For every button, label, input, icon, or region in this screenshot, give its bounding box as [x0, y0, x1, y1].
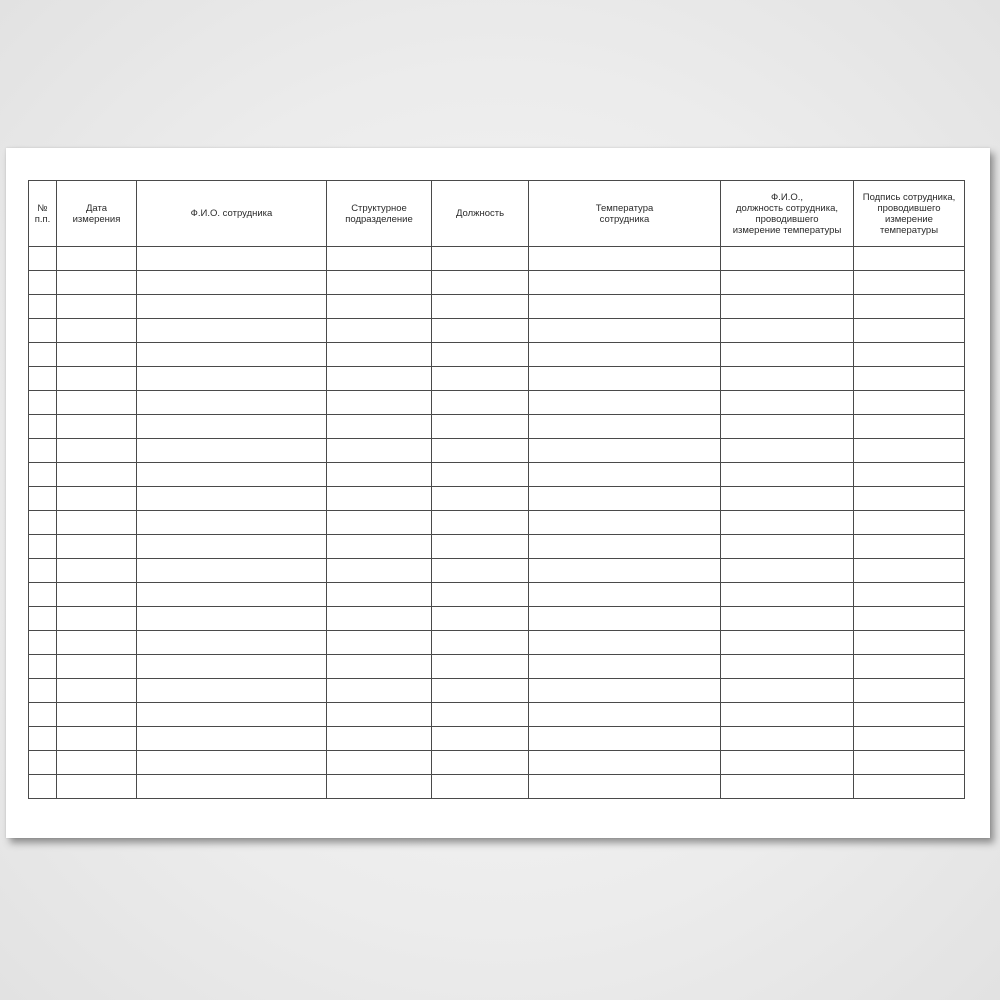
table-cell: [854, 775, 965, 799]
table-row: [29, 583, 965, 607]
table-cell: [57, 415, 137, 439]
table-cell: [57, 439, 137, 463]
table-cell: [137, 439, 327, 463]
table-cell: [57, 631, 137, 655]
table-cell: [432, 319, 529, 343]
table-cell: [327, 583, 432, 607]
table-cell: [137, 295, 327, 319]
table-cell: [854, 511, 965, 535]
table-cell: [327, 487, 432, 511]
table-cell: [432, 751, 529, 775]
table-cell: [57, 655, 137, 679]
table-cell: [327, 631, 432, 655]
table-cell: [29, 247, 57, 271]
table-cell: [721, 415, 854, 439]
table-cell: [327, 271, 432, 295]
table-cell: [29, 535, 57, 559]
table-cell: [854, 655, 965, 679]
header-row: [29, 181, 965, 247]
table-cell: [432, 463, 529, 487]
table-cell: [29, 319, 57, 343]
table-cell: [854, 631, 965, 655]
table-cell: [529, 271, 721, 295]
table-cell: [721, 727, 854, 751]
table-row: [29, 343, 965, 367]
table-cell: [29, 271, 57, 295]
table-cell: [854, 607, 965, 631]
table-cell: [529, 583, 721, 607]
column-header-number: № п.п.: [29, 181, 57, 247]
table-cell: [432, 607, 529, 631]
table-cell: [854, 367, 965, 391]
table-cell: [29, 727, 57, 751]
table-cell: [57, 751, 137, 775]
table-cell: [432, 415, 529, 439]
table-cell: [137, 775, 327, 799]
table-cell: [854, 295, 965, 319]
table-cell: [137, 343, 327, 367]
table-cell: [721, 631, 854, 655]
table-row: [29, 319, 965, 343]
table-cell: [29, 391, 57, 415]
table-cell: [721, 319, 854, 343]
table-cell: [529, 703, 721, 727]
table-cell: [529, 487, 721, 511]
table-cell: [529, 535, 721, 559]
table-cell: [29, 655, 57, 679]
table-cell: [29, 439, 57, 463]
table-cell: [432, 559, 529, 583]
table-cell: [721, 367, 854, 391]
table-cell: [721, 535, 854, 559]
table-cell: [57, 679, 137, 703]
table-row: [29, 559, 965, 583]
table-cell: [137, 655, 327, 679]
column-header-position: Должность: [432, 181, 529, 247]
table-cell: [29, 415, 57, 439]
table-cell: [854, 343, 965, 367]
table-cell: [432, 511, 529, 535]
table-cell: [29, 463, 57, 487]
table-cell: [57, 367, 137, 391]
table-cell: [29, 367, 57, 391]
table-cell: [854, 751, 965, 775]
form-sheet: [6, 148, 990, 838]
table-cell: [137, 415, 327, 439]
table-cell: [721, 775, 854, 799]
table-cell: [327, 391, 432, 415]
table-cell: [29, 679, 57, 703]
table-cell: [721, 343, 854, 367]
table-row: [29, 439, 965, 463]
table-cell: [137, 391, 327, 415]
table-cell: [529, 751, 721, 775]
table-row: [29, 367, 965, 391]
table-cell: [854, 535, 965, 559]
table-cell: [29, 775, 57, 799]
table-cell: [57, 391, 137, 415]
table-cell: [327, 439, 432, 463]
table-cell: [137, 319, 327, 343]
table-cell: [432, 439, 529, 463]
table-row: [29, 247, 965, 271]
table-row: [29, 391, 965, 415]
table-cell: [137, 511, 327, 535]
table-cell: [432, 391, 529, 415]
table-cell: [432, 535, 529, 559]
table-cell: [57, 583, 137, 607]
table-cell: [432, 295, 529, 319]
table-cell: [327, 247, 432, 271]
table-cell: [721, 271, 854, 295]
table-cell: [137, 271, 327, 295]
table-cell: [854, 415, 965, 439]
table-cell: [854, 679, 965, 703]
table-cell: [327, 295, 432, 319]
table-cell: [721, 703, 854, 727]
table-row: [29, 487, 965, 511]
table-cell: [29, 511, 57, 535]
table-row: [29, 463, 965, 487]
table-cell: [529, 295, 721, 319]
table-cell: [137, 679, 327, 703]
table-cell: [327, 751, 432, 775]
table-cell: [432, 583, 529, 607]
table-row: [29, 655, 965, 679]
table-cell: [137, 535, 327, 559]
table-cell: [57, 703, 137, 727]
table-cell: [854, 439, 965, 463]
table-cell: [721, 511, 854, 535]
table-cell: [29, 559, 57, 583]
table-cell: [137, 487, 327, 511]
table-row: [29, 775, 965, 799]
table-cell: [327, 367, 432, 391]
table-cell: [29, 295, 57, 319]
table-cell: [327, 511, 432, 535]
table-cell: [721, 247, 854, 271]
table-cell: [137, 727, 327, 751]
table-cell: [327, 679, 432, 703]
table-cell: [529, 439, 721, 463]
table-cell: [529, 679, 721, 703]
table-cell: [854, 583, 965, 607]
table-cell: [854, 271, 965, 295]
table-cell: [137, 751, 327, 775]
table-cell: [854, 559, 965, 583]
table-cell: [327, 559, 432, 583]
table-cell: [721, 679, 854, 703]
table-cell: [327, 775, 432, 799]
table-cell: [721, 487, 854, 511]
table-row: [29, 727, 965, 751]
table-cell: [57, 319, 137, 343]
column-header-signature: Подпись сотрудника, проводившего измерение температуры: [854, 181, 965, 247]
table-cell: [721, 439, 854, 463]
column-header-date: Дата измерения: [57, 181, 137, 247]
table-cell: [57, 727, 137, 751]
table-cell: [327, 655, 432, 679]
table-cell: [432, 775, 529, 799]
table-cell: [854, 319, 965, 343]
table-cell: [529, 631, 721, 655]
table-cell: [29, 607, 57, 631]
table-cell: [327, 535, 432, 559]
table-row: [29, 607, 965, 631]
table-cell: [327, 607, 432, 631]
table-cell: [529, 367, 721, 391]
table-cell: [57, 271, 137, 295]
table-cell: [854, 463, 965, 487]
table-cell: [854, 703, 965, 727]
table-cell: [29, 487, 57, 511]
table-cell: [529, 319, 721, 343]
table-row: [29, 415, 965, 439]
table-cell: [327, 463, 432, 487]
table-row: [29, 535, 965, 559]
column-header-measurer: Ф.И.О., должность сотрудника, проводившего измерение температуры: [721, 181, 854, 247]
column-header-department: Структурное подразделение: [327, 181, 432, 247]
table-cell: [854, 391, 965, 415]
table-cell: [137, 463, 327, 487]
table-cell: [29, 343, 57, 367]
table-row: [29, 295, 965, 319]
table-cell: [721, 655, 854, 679]
table-cell: [432, 487, 529, 511]
table-cell: [721, 463, 854, 487]
table-row: [29, 679, 965, 703]
table-cell: [432, 631, 529, 655]
table-cell: [29, 751, 57, 775]
table-cell: [721, 295, 854, 319]
temperature-log-table: [28, 180, 965, 799]
table-body: [29, 247, 965, 799]
table-cell: [529, 559, 721, 583]
table-cell: [137, 631, 327, 655]
column-header-temperature: Температура сотрудника: [529, 181, 721, 247]
table-cell: [854, 247, 965, 271]
table-cell: [29, 583, 57, 607]
table-cell: [327, 415, 432, 439]
table-cell: [854, 727, 965, 751]
table-cell: [529, 463, 721, 487]
table-cell: [432, 727, 529, 751]
table-cell: [57, 511, 137, 535]
table-cell: [529, 247, 721, 271]
table-cell: [327, 319, 432, 343]
table-cell: [57, 559, 137, 583]
table-cell: [529, 511, 721, 535]
table-cell: [57, 775, 137, 799]
table-cell: [57, 535, 137, 559]
table-cell: [529, 727, 721, 751]
table-cell: [327, 343, 432, 367]
table-cell: [529, 343, 721, 367]
table-cell: [721, 751, 854, 775]
table-cell: [432, 679, 529, 703]
table-cell: [137, 559, 327, 583]
table-cell: [432, 247, 529, 271]
table-cell: [529, 391, 721, 415]
table-cell: [137, 583, 327, 607]
table-cell: [137, 703, 327, 727]
table-cell: [57, 463, 137, 487]
table-cell: [432, 703, 529, 727]
table-cell: [137, 607, 327, 631]
table-row: [29, 703, 965, 727]
table-cell: [854, 487, 965, 511]
table-row: [29, 631, 965, 655]
table-cell: [432, 271, 529, 295]
table-cell: [721, 391, 854, 415]
table-cell: [29, 703, 57, 727]
table-cell: [137, 247, 327, 271]
table-row: [29, 271, 965, 295]
table-cell: [57, 343, 137, 367]
table-cell: [57, 487, 137, 511]
table-cell: [529, 415, 721, 439]
column-header-employee-name: Ф.И.О. сотрудника: [137, 181, 327, 247]
table-cell: [29, 631, 57, 655]
table-cell: [721, 559, 854, 583]
table-cell: [432, 343, 529, 367]
table-cell: [529, 607, 721, 631]
table-row: [29, 511, 965, 535]
table-cell: [529, 655, 721, 679]
table-cell: [432, 367, 529, 391]
table-cell: [57, 607, 137, 631]
table-cell: [327, 727, 432, 751]
table-cell: [721, 583, 854, 607]
table-cell: [57, 247, 137, 271]
table-row: [29, 751, 965, 775]
table-cell: [721, 607, 854, 631]
table-cell: [529, 775, 721, 799]
table-cell: [137, 367, 327, 391]
table-cell: [327, 703, 432, 727]
table-cell: [432, 655, 529, 679]
table-cell: [57, 295, 137, 319]
